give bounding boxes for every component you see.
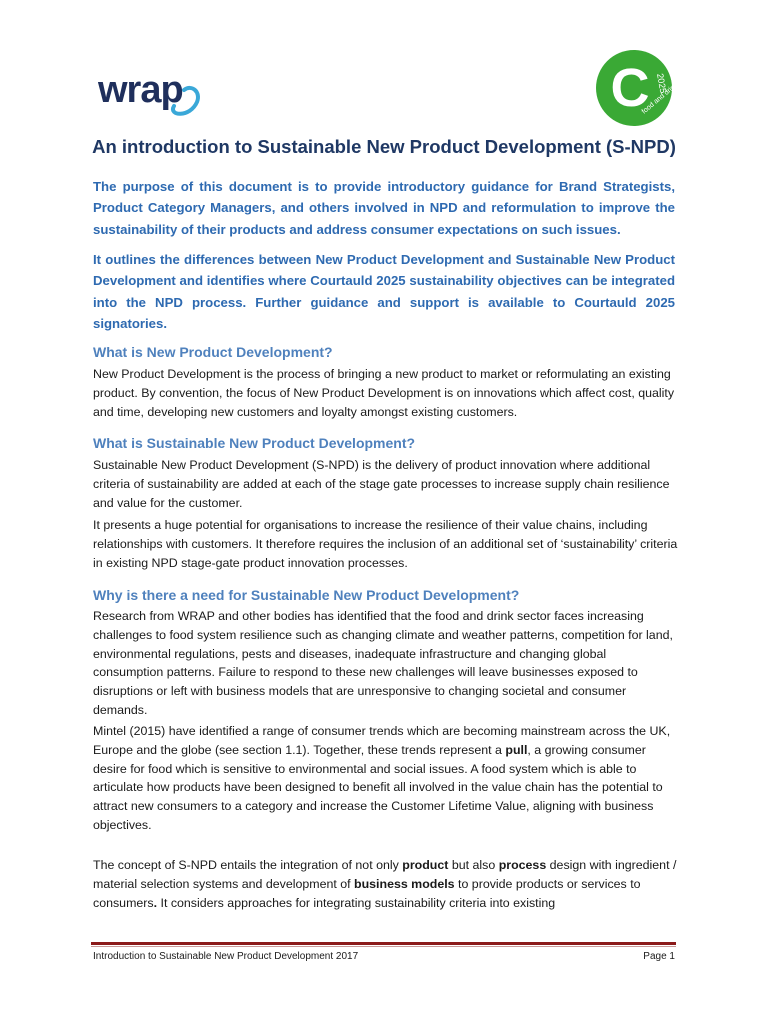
concept-paragraph [93,856,678,912]
badge-letter: C [610,58,650,118]
intro-paragraph-1: The purpose of this document is to provide introductory guidance for Brand Strategists, Product Category Managers, and others involved in NPD and reformulation to improve the sustainability of their products and address consumer expectations on such issues. [93,179,675,237]
concept-text-b: but also [448,858,499,872]
concept-process-emphasis: process [498,858,547,872]
snpd-paragraph-1: Sustainable New Product Development (S-NPD) is the delivery of product innovation where additional criteria of sustainability are added at each of the stage gate processes to increase supply chain resilience and value for the customer. [93,458,670,510]
heading-what-is-snpd: What is Sustainable New Product Development? [93,435,416,451]
mintel-paragraph [93,722,678,835]
wrap-logo [98,72,208,127]
concept-dot: . [153,895,158,910]
concept-product-emphasis: product [402,858,449,872]
intro-paragraph-2: It outlines the differences between New Product Development and Sustainable New Product Development and identifies where Courtauld 2025 sustainability objectives can be integrated into the NPD process. Further guidance and support is available to Courtauld 2025 signatories. [93,252,675,331]
mintel-pull-emphasis: pull [505,742,528,757]
document-title: An introduction to Sustainable New Product Development (S-NPD) [92,136,676,157]
mintel-text-b: , a growing consumer desire for food which is sensitive to environmental and social issues. A food system which is able to articulate how products have been designed to benefit all involved in the value chain has the potential to attract new consumers to a category and increase the Customer Lifetime Value, aligning with business objectives. [93,742,663,832]
footer-divider [91,942,676,945]
wrap-logo-mark [98,72,208,122]
concept-text-c: design with ingredient / material selection systems and development of [93,858,677,891]
courtauld-badge-graphic [594,48,674,128]
footer-page-number: Page 1 [643,951,675,962]
wrap-logo-text: wrap [98,72,183,111]
snpd-paragraph-2: It presents a huge potential for organisations to increase the resilience of their value chains, including relationships with customers. It therefore requires the inclusion of an additional set of ‘sustainability’ criteria in existing NPD stage-gate product innovation processes. [93,518,678,570]
need-paragraph-1: Research from WRAP and other bodies has identified that the food and drink sector faces increasing challenges to food system resilience such as changing climate and weather patterns, competition for land, environmental regulations, pests and diseases, inadequate infrastructure and changing global consumption patterns. Failure to respond to these new challenges will leave businesses exposed to disruptions or left with business models that are unresponsive to changing societal and consumer demands. [93,609,673,717]
heading-what-is-npd: What is New Product Development? [93,344,333,360]
footer-divider-thin [91,946,676,947]
concept-text-e: It considers approaches for integrating sustainability criteria into existing [157,895,556,910]
heading-why-snpd: Why is there a need for Sustainable New Product Development? [93,587,520,603]
footer-document-name: Introduction to Sustainable New Product Development 2017 [93,951,359,962]
mintel-text-a: Mintel (2015) have identified a range of consumer trends which are becoming mainstream across the UK, Europe and the globe (see section 1.1). Together, these trends represent a [93,724,671,757]
concept-text-d: to provide products or services to consumers [93,876,641,910]
concept-business-models-emphasis: business models [354,876,455,891]
courtauld-2025-badge [594,48,674,128]
badge-tagline: food and drink [640,81,674,116]
npd-paragraph: New Product Development is the process of bringing a new product to market or reformulating an existing product. By convention, the focus of New Product Development is on innovations which affect cost, quality and time, developing new customers and loyalty amongst existing customers. [93,367,675,419]
badge-year: 2025 [655,72,669,95]
concept-text-a: The concept of S-NPD entails the integration of not only [93,858,403,872]
